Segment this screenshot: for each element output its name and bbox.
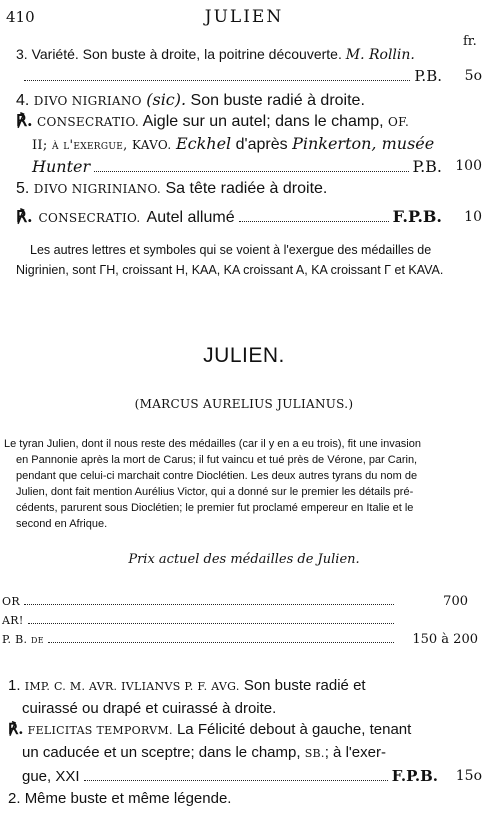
reverse-sign: ℟.	[16, 207, 33, 226]
price: 100	[455, 158, 482, 174]
price: 15o	[455, 768, 482, 784]
entry-legend: DIVO NIGRINIANO.	[33, 182, 162, 196]
entry-number: 2.	[8, 790, 21, 807]
exergue-text: gue, XXI	[22, 768, 80, 785]
source-pinkerton: Pinkerton, musée	[292, 134, 435, 153]
entry-text: Son buste radié et	[243, 677, 366, 694]
dot-leader	[84, 780, 388, 781]
price-value: 700	[443, 594, 468, 609]
intro-line: en Pannonie après la mort de Carus; il fut vaincu et tué près de Vérone, par Carin,	[16, 454, 418, 466]
entry-5-reverse	[16, 206, 482, 229]
column-unit: fr.	[463, 34, 477, 49]
intro-line: second en Afrique.	[16, 518, 108, 530]
page-header	[0, 4, 488, 28]
price-value: 150 à 200	[412, 632, 478, 647]
intro-line: cédents, parurent sous Dioclétien; le premier fut proclamé empereur en Italie et le	[16, 502, 414, 514]
dot-leader	[24, 604, 394, 605]
prices-heading: Prix actuel des médailles de Julien.	[128, 552, 360, 567]
reverse-sign: ℟.	[16, 111, 33, 130]
intro-line: pendant que celui-ci marchait contre Dioclétien. Les deux autres tyrans du nom de	[16, 470, 418, 482]
entry-4	[16, 89, 482, 112]
entry-3	[16, 44, 482, 87]
price-metal: OR	[2, 595, 20, 608]
dot-leader	[239, 221, 389, 222]
entry-j1-reverse	[8, 718, 482, 788]
reverse-legend: FELICITAS TEMPORVM.	[27, 724, 173, 737]
price-metal: AR!	[2, 614, 24, 627]
running-title: JULIEN	[204, 7, 284, 27]
price-metal: P. B. de	[2, 633, 44, 646]
entry-number: 5.	[16, 180, 30, 197]
field-mark: OF.	[388, 115, 410, 129]
intro-line: Le tyran Julien, dont il nous reste des médailles (car il y en a eu trois), fit une invasion	[4, 438, 421, 450]
entry-number: 3.	[16, 46, 28, 62]
dot-leader	[94, 171, 408, 172]
entry-number: 1.	[8, 677, 21, 694]
entry-text: Variété. Son buste à droite, la poitrine découverte.	[31, 46, 342, 62]
intro-paragraph	[4, 436, 484, 532]
entry-text: cuirassé ou drapé et cuirassé à droite.	[22, 700, 277, 717]
reverse-text: ; à l'exer-	[324, 744, 386, 761]
rarity: P.B.	[414, 67, 442, 85]
dot-leader	[24, 80, 410, 81]
rarity: F.P.B.	[391, 767, 438, 785]
entry-source: M. Rollin.	[345, 47, 415, 63]
field-mark-cont: II; à l'exergue,	[32, 138, 128, 153]
price-row	[2, 630, 478, 649]
dot-leader	[48, 642, 394, 643]
intro-line: Julien, dont fait mention Aurélius Victor, qui a donné sur le premier les détails pré-	[16, 486, 414, 498]
field-mark: SB.	[304, 747, 325, 760]
section-title: JULIEN.	[203, 344, 285, 367]
sic-note: (sic).	[146, 90, 187, 109]
source-hunter: Hunter	[32, 157, 91, 176]
rarity: P.B.	[412, 157, 442, 176]
entry-legend: DIVO NIGRIANO	[33, 94, 142, 108]
price-list	[2, 592, 478, 649]
entry-number: 4.	[16, 92, 30, 109]
price: 5o	[464, 68, 482, 84]
price-row	[2, 611, 478, 630]
source-eckhel: Eckhel	[175, 134, 232, 153]
note-line: Nigrinien, sont ΓH, croissant H, KAA, KA croissant A, KA croissant Γ et KAVA.	[16, 263, 444, 277]
entry-text: Son buste radié à droite.	[190, 92, 365, 109]
reverse-text: La Félicité debout à gauche, tenant	[176, 721, 412, 738]
nigrinian-note	[16, 240, 482, 280]
reverse-legend: CONSECRATIO.	[38, 211, 141, 225]
section-subtitle: (MARCUS AURELIUS JULIANUS.)	[134, 397, 354, 411]
entry-text: Sa tête radiée à droite.	[165, 180, 328, 197]
reverse-text: Aigle sur un autel; dans le champ,	[142, 113, 384, 130]
rarity: F.P.B.	[392, 207, 442, 226]
note-line: Les autres lettres et symboles qui se voient à l'exergue des médailles de	[30, 243, 432, 257]
entry-5	[16, 178, 482, 200]
exergue-mark: KAVO.	[132, 138, 172, 152]
entry-legend: IMP. C. M. AVR. IVLIANVS P. F. AVG.	[24, 680, 240, 693]
entry-j2	[8, 788, 482, 810]
source-link: d'après	[235, 136, 288, 153]
reverse-legend: CONSECRATIO.	[36, 115, 139, 129]
reverse-text: Autel allumé	[146, 209, 235, 226]
page-number: 410	[6, 8, 35, 26]
price-row	[2, 592, 478, 611]
reverse-sign: ℟.	[8, 720, 24, 738]
entry-text: Même buste et même légende.	[24, 790, 232, 807]
entry-4-reverse	[16, 110, 482, 177]
price: 10	[464, 209, 482, 225]
reverse-text: un caducée et un sceptre; dans le champ,	[22, 744, 301, 761]
entry-j1	[8, 675, 482, 720]
dot-leader	[28, 623, 394, 624]
